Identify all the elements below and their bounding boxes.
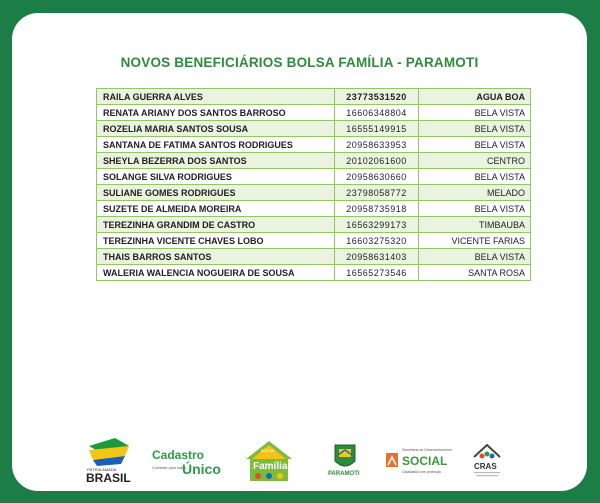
beneficiary-location: BELA VISTA (419, 201, 531, 217)
beneficiary-name: ROZELIA MARIA SANTOS SOUSA (97, 121, 335, 137)
beneficiary-location: AGUA BOA (419, 89, 531, 105)
beneficiary-location: SANTA ROSA (419, 265, 531, 281)
beneficiary-nis: 20958631403 (335, 249, 419, 265)
brasil-word: BRASIL (86, 471, 131, 485)
bolsa-familia-logo (244, 439, 294, 483)
beneficiary-nis: 20958630660 (335, 169, 419, 185)
table-row (97, 201, 531, 217)
page-title: NOVOS BENEFICIÁRIOS BOLSA FAMÍLIA - PARAMOTI (120, 55, 479, 70)
beneficiary-name: SHEYLA BEZERRA DOS SANTOS (97, 153, 335, 169)
beneficiary-name: THAIS BARROS SANTOS (97, 249, 335, 265)
beneficiary-nis: 16563299173 (335, 217, 419, 233)
table-row (97, 217, 531, 233)
cadastro-unico-logo (152, 447, 224, 481)
cadastro-line2: Único (182, 461, 221, 477)
cadastro-line1: Cadastro (152, 448, 205, 462)
content-card (12, 13, 587, 491)
brasil-tagline: PÁTRIA AMADA (87, 467, 117, 472)
beneficiary-nis: 16603275320 (335, 233, 419, 249)
beneficiary-nis: 20958633953 (335, 137, 419, 153)
table-row (97, 169, 531, 185)
beneficiary-location: MELADO (419, 185, 531, 201)
cras-logo (470, 439, 504, 479)
beneficiary-name: RENATA ARIANY DOS SANTOS BARROSO (97, 105, 335, 121)
beneficiary-name: SOLANGE SILVA RODRIGUES (97, 169, 335, 185)
table-row (97, 233, 531, 249)
beneficiary-location: BELA VISTA (419, 105, 531, 121)
logos-footer (12, 433, 587, 493)
paramoti-word: PARAMOTI (328, 471, 360, 477)
beneficiary-location: BELA VISTA (419, 121, 531, 137)
social-logo (386, 443, 452, 477)
social-small: Secretaria de Desenvolvimento (402, 448, 452, 452)
cras-word: CRAS (474, 462, 497, 471)
beneficiary-name: TEREZINHA VICENTE CHAVES LOBO (97, 233, 335, 249)
bolsa-word: Família (253, 461, 288, 472)
beneficiary-name: SUZETE DE ALMEIDA MOREIRA (97, 201, 335, 217)
beneficiary-location: BELA VISTA (419, 137, 531, 153)
table-row (97, 153, 531, 169)
table-row (97, 265, 531, 281)
beneficiary-nis: 20958735918 (335, 201, 419, 217)
brasil-logo (85, 436, 133, 488)
table-row (97, 89, 531, 105)
table-row (97, 137, 531, 153)
beneficiary-name: WALERIA WALENCIA NOGUEIRA DE SOUSA (97, 265, 335, 281)
table-row (97, 121, 531, 137)
beneficiary-nis: 23798058772 (335, 185, 419, 201)
table-row (97, 185, 531, 201)
social-tagline: Cidadania com proteção (402, 470, 441, 474)
beneficiaries-table (96, 88, 531, 281)
beneficiary-location: CENTRO (419, 153, 531, 169)
beneficiary-nis: 16606348804 (335, 105, 419, 121)
paramoti-logo (325, 441, 365, 479)
beneficiary-nis: 20102061600 (335, 153, 419, 169)
beneficiary-location: BELA VISTA (419, 249, 531, 265)
beneficiary-location: VICENTE FARIAS (419, 233, 531, 249)
beneficiary-location: BELA VISTA (419, 169, 531, 185)
beneficiary-name: RAILA GUERRA ALVES (97, 89, 335, 105)
bolsa-small: BOLSA (261, 448, 275, 453)
table-row (97, 105, 531, 121)
beneficiary-name: SANTANA DE FATIMA SANTOS RODRIGUES (97, 137, 335, 153)
beneficiary-nis: 23773531520 (335, 89, 419, 105)
beneficiary-location: TIMBAUBA (419, 217, 531, 233)
cadastro-small: Conhecer para incluir (152, 466, 187, 470)
table-row (97, 249, 531, 265)
beneficiary-name: SULIANE GOMES RODRIGUES (97, 185, 335, 201)
beneficiary-nis: 16555149915 (335, 121, 419, 137)
beneficiary-nis: 16565273546 (335, 265, 419, 281)
social-word: SOCIAL (402, 454, 448, 468)
beneficiary-name: TEREZINHA GRANDIM DE CASTRO (97, 217, 335, 233)
